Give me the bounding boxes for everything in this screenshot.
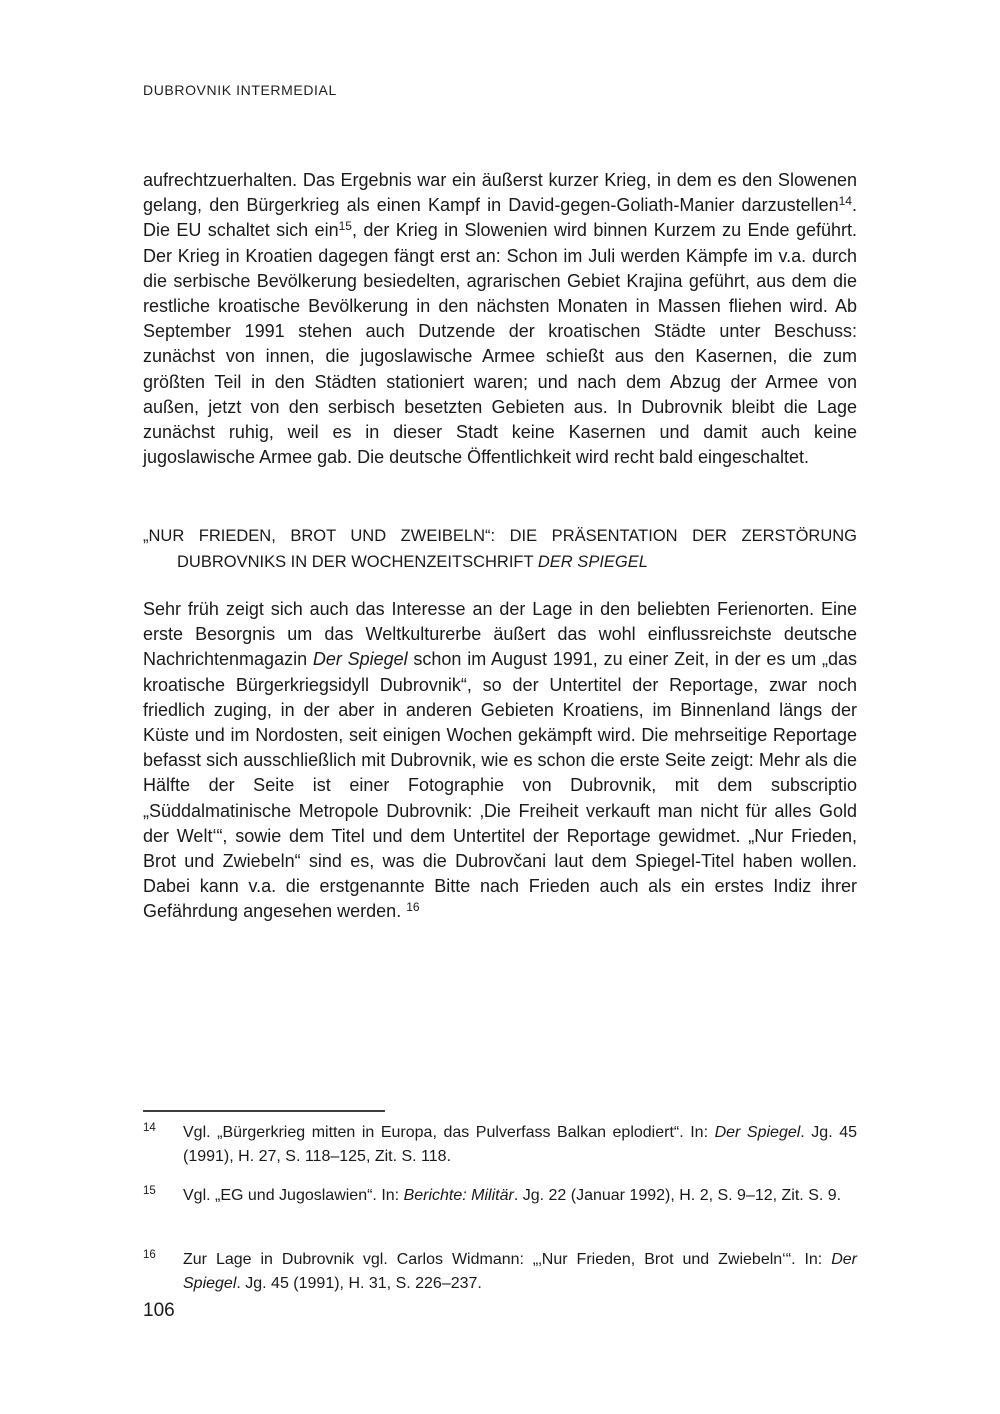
footnote-text: Vgl. „Bürgerkrieg mitten in Europa, das Pulverfass Balkan eplodiert“. In: Der Spiegel. Jg. 45 (1991), H. 27, S. 118–125, Zit. S. 118. — [183, 1124, 857, 1165]
running-header: DUBROVNIK INTERMEDIAL — [143, 82, 337, 98]
paragraph-spiegel-report: Sehr früh zeigt sich auch das Interesse an der Lage in den beliebten Ferienorten. Eine erste Besorgnis um das Weltkulturerbe äußert das wohl einflussreichste deutsche Nachrichtenmagazin Der Spiegel schon im August 1991, zu einer Zeit, in der es um „das kroatische Bürgerkriegsidyll Dubrovnik“, so der Untertitel der Reportage, zwar noch friedlich zuging, in der aber in anderen Gebieten Kroatiens, im Binnenland längs der Küste und im Nordosten, seit einigen Wochen gekämpft wird. Die mehrseitige Reportage befasst sich ausschließlich mit Dubrovnik, wie es schon die erste Seite zeigt: Mehr als die Hälfte der Seite ist einer Fotographie von Dubrovnik, mit dem subscriptio „Süddalmatinische Metropole Dubrovnik: ‚Die Freiheit verkauft man nicht für alles Gold der Welt‘“, sowie dem Titel und dem Untertitel der Reportage gewidmet. „Nur Frieden, Brot und Zwiebeln“ sind es, was die Dubrovčani laut dem Spiegel-Titel haben wollen. Dabei kann v.a. die erstgenannte Bitte nach Frieden auch als ein erstes Indiz ihrer Gefährdung angesehen werden. $^{16}$ — [143, 599, 857, 922]
footnote-16 — [143, 1248, 857, 1296]
paragraph-war-overview: aufrechtzuerhalten. Das Ergebnis war ein äußerst kurzer Krieg, in dem es den Slowenen gelang, den Bürgerkrieg als einen Kampf in David-gegen-Goliath-Manier darzustellen$^{14}$. Die EU schaltet sich ein$^{15}$, der Krieg in Slowenien wird binnen Kurzem zu Ende geführt. Der Krieg in Kroatien dagegen fängt erst an: Schon im Juli werden Kämpfe im v.a. durch die serbische Bevölkerung besiedelten, agrarischen Gebiet Krajina geführt, aus dem die restliche kroatische Bevölkerung in den nächsten Monaten in Massen fliehen wird. Ab September 1991 stehen auch Dutzende der kroatischen Städte unter Beschuss: zunächst von innen, die jugoslawische Armee schießt aus den Kasernen, die zum größten Teil in den Städten stationiert waren; und nach dem Abzug der Armee von außen, jetzt von den serbisch besetzten Gebieten aus. In Dubrovnik bleibt die Lage zunächst ruhig, weil es in dieser Stadt keine Kasernen und damit auch keine jugoslawische Armee gab. Die deutsche Öffentlichkeit wird recht bald eingeschaltet. — [143, 170, 857, 468]
section-heading-line2: DUBROVNIKS IN DER WOCHENZEITSCHRIFT DER SPIEGEL — [177, 552, 648, 571]
footnote-text: Zur Lage in Dubrovnik vgl. Carlos Widmann: „‚Nur Frieden, Brot und Zwiebeln‘“. In: Der Spiegel. Jg. 45 (1991), H. 31, S. 226–237. — [183, 1251, 857, 1292]
footnote-number: 15 — [143, 1185, 156, 1197]
footnote-text: Vgl. „EG und Jugoslawien“. In: Berichte: Militär. Jg. 22 (Januar 1992), H. 2, S. 9–12, Zit. S. 9. — [183, 1187, 842, 1204]
page-number: 106 — [143, 1300, 175, 1321]
footnote-separator-rule — [143, 1110, 385, 1112]
footnote-14 — [143, 1121, 857, 1169]
footnote-15 — [143, 1184, 857, 1208]
footnote-number: 14 — [143, 1122, 156, 1134]
footnote-number: 16 — [143, 1249, 156, 1261]
section-heading — [143, 524, 857, 575]
section-heading-line1: „NUR FRIEDEN, BROT UND ZWEIBELN“: DIE PRÄSENTATION DER ZERSTÖRUNG — [143, 527, 857, 545]
